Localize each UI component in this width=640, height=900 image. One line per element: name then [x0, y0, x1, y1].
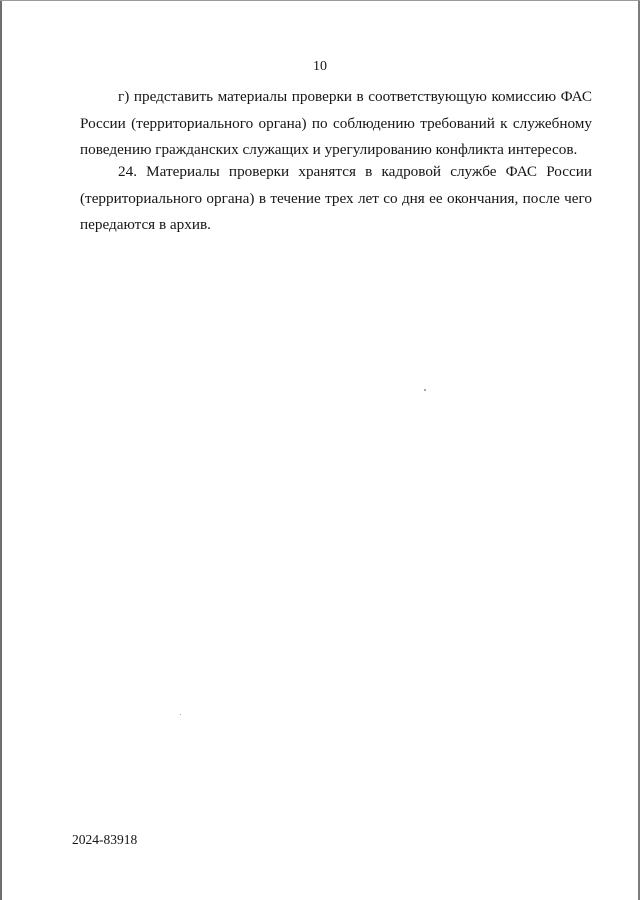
paragraph-24: [80, 159, 592, 239]
document-code: 2024-83918: [72, 832, 138, 847]
scan-border-top: [0, 0, 640, 1]
scan-border-left: [0, 0, 2, 900]
page-number: 10: [313, 59, 327, 74]
scan-speck: [424, 389, 426, 391]
paragraph-g-text: г) представить материалы проверки в соответствующую комиссию ФАС России (территориального органа) по соблюдению требований к служебному поведению гражданских служащих и урегулированию конфликта интересов.: [80, 88, 592, 158]
scan-speck: [180, 714, 181, 715]
paragraph-g: [80, 84, 592, 164]
paragraph-24-text: 24. Материалы проверки хранятся в кадровой службе ФАС России (территориального органа) в течение трех лет со дня ее окончания, после чего передаются в архив.: [80, 163, 592, 233]
